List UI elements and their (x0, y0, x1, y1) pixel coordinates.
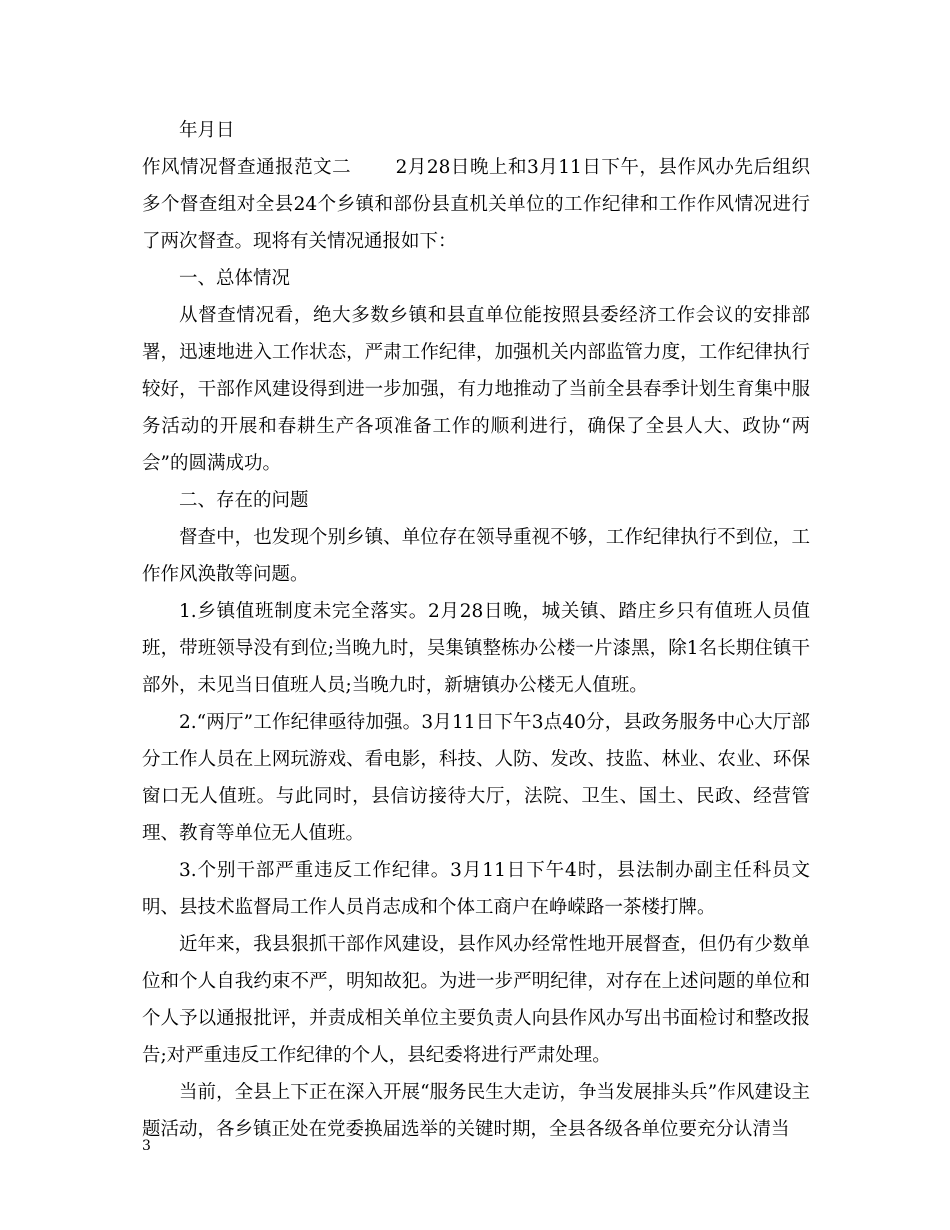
paragraph-problem-1: 1.乡镇值班制度未完全落实。2月28日晚，城关镇、踏庄乡只有值班人员值班，带班领导没有到位;当晚九时，吴集镇整栋办公楼一片漆黑，除1名长期住镇干部外，未见当日值班人员;当晚九时，新塘镇办公楼无人值班。 (142, 601, 810, 696)
paragraph-overall: 从督查情况看，绝大多数乡镇和县直单位能按照县委经济工作会议的安排部署，迅速地进入工作状态，严肃工作纪律，加强机关内部监管力度，工作纪律执行较好，干部作风建设得到进一步加强，有力地推动了当前全县春季计划生育集中服务活动的开展和春耕生产各项准备工作的顺利进行，确保了全县人大、政协“两会”的圆满成功。 (142, 305, 810, 474)
heading-overall-situation: 一、总体情况 (179, 268, 291, 289)
paragraph-problems-intro: 督查中，也发现个别乡镇、单位存在领导重视不够，工作纪律执行不到位，工作作风涣散等问题。 (142, 527, 810, 585)
paragraph-discipline: 近年来，我县狠抓干部作风建设，县作风办经常性地开展督查，但仍有少数单位和个人自我约束不严，明知故犯。为进一步严明纪律，对存在上述问题的单位和个人予以通报批评，并责成相关单位主要负责人向县作风办写出书面检讨和整改报告;对严重违反工作纪律的个人，县纪委将进行严肃处理。 (142, 934, 810, 1066)
document-body (142, 112, 810, 1148)
paragraph-date: 年月日 (179, 120, 235, 141)
paragraph-problem-3: 3.个别干部严重违反工作纪律。3月11日下午4时，县法制办副主任科员文明、县技术监督局工作人员肖志成和个体工商户在峥嵘路一茶楼打牌。 (142, 860, 810, 918)
heading-problems: 二、存在的问题 (179, 490, 309, 511)
paragraph-current: 当前，全县上下正在深入开展“服务民生大走访，争当发展排头兵”作风建设主题活动，各乡镇正处在党委换届选举的关键时期，全县各级各单位要充分认清当 (142, 1082, 810, 1140)
paragraph-problem-2: 2.“两厅”工作纪律亟待加强。3月11日下午3点40分，县政务服务中心大厅部分工作人员在上网玩游戏、看电影，科技、人防、发改、技监、林业、农业、环保窗口无人值班。与此同时，县信访接待大厅，法院、卫生、国土、民政、经营管理、教育等单位无人值班。 (142, 712, 810, 844)
page-number: 3 (142, 1138, 151, 1154)
paragraph-title-intro: 作风情况督查通报范文二 2月28日晚上和3月11日下午，县作风办先后组织多个督查组对全县24个乡镇和部份县直机关单位的工作纪律和工作作风情况进行了两次督查。现将有关情况通报如下： (142, 157, 810, 252)
